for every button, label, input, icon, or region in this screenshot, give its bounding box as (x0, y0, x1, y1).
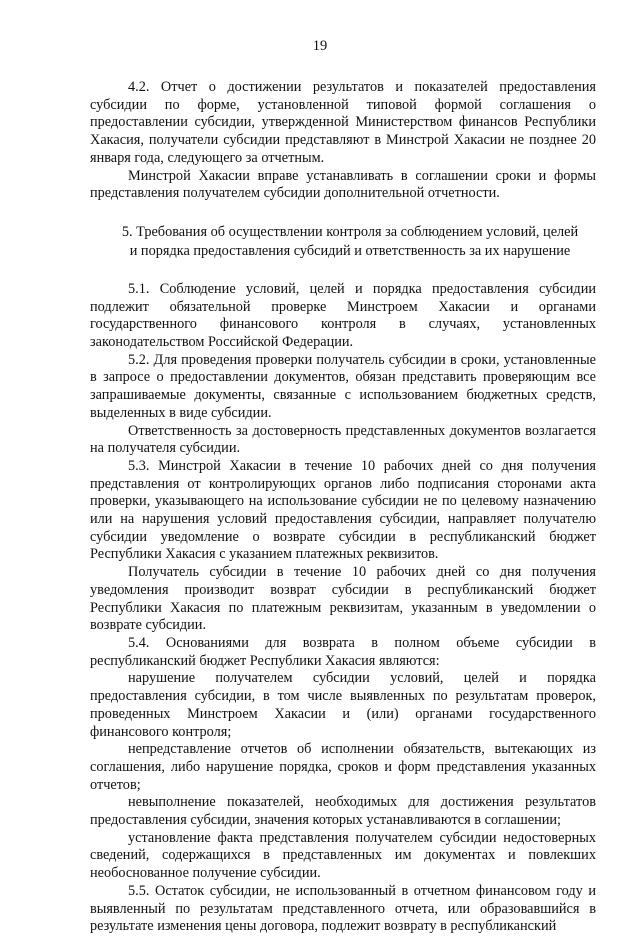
list-item-indicators-not-met: невыполнение показателей, необходимых для достижения результатов предоставления субсидии, значения которых устанавливаются в соглашении; (90, 794, 596, 829)
list-item-no-reports: непредставление отчетов об исполнении обязательств, вытекающих из соглашения, либо нарушение порядка, сроков и форм представления указанных отчетов; (90, 741, 596, 793)
paragraph-5-2: 5.2. Для проведения проверки получатель субсидии в сроки, установленные в запросе о предоставлении документов, обязан представить проверяющим все запрашиваемые документы, связанные с использованием бюджетных средств, выделенных в виде субсидии. (90, 351, 596, 421)
list-item-violation: нарушение получателем субсидии условий, целей и порядка предоставления субсидии, в том числе выявленных по результатам проверок, проведенных Минстроем Хакасии и (или) органами государственного финансового контроля; (90, 670, 596, 740)
paragraph-5-1: 5.1. Соблюдение условий, целей и порядка предоставления субсидии подлежит обязательной проверке Минстроем Хакасии и органами государственного финансового контроля в случаях, установленных законодательством Российской Федерации. (90, 280, 596, 351)
section-5-title (90, 223, 596, 261)
paragraph-5-5: 5.5. Остаток субсидии, не использованный в отчетном финансовом году и выявленный по результатам представленного отчета, или образовавшийся в результате изменения цены договора, подлежит возврату в республиканский (90, 882, 596, 935)
list-item-false-information: установление факта представления получателем субсидии недостоверных сведений, содержащихся в представленных им документах и повлекших необоснованное получение субсидии. (90, 829, 596, 882)
section-5-title-line-1: 5. Требования об осуществлении контроля за соблюдением условий, целей (121, 223, 579, 240)
page-number: 19 (312, 38, 328, 54)
document-body (90, 79, 596, 936)
paragraph-responsibility: Ответственность за достоверность представленных документов возлагается на получателя субсидии. (90, 422, 596, 457)
paragraph-4-2: 4.2. Отчет о достижении результатов и показателей предоставления субсидии по форме, установленной типовой формой соглашения о предоставлении субсидии, утвержденной Министерством финансов Республики Хакасия, получатели субсидии представляют в Минстрой Хакасии не позднее 20 января года, следующего за отчетным. (90, 79, 596, 166)
paragraph-additional-reporting: Минстрой Хакасии вправе устанавливать в соглашении сроки и формы представления получателем субсидии дополнительной отчетности. (90, 167, 596, 202)
paragraph-5-3: 5.3. Минстрой Хакасии в течение 10 рабочих дней со дня получения представления от контролирующих органов либо подписания сторонами акта проверки, указывающего на использование субсидии не по целевому назначению или на нарушения условий предоставления субсидии, направляет получателю субсидии уведомление о возврате субсидии в республиканский бюджет Республики Хакасия с указанием платежных реквизитов. (90, 457, 596, 563)
paragraph-5-4: 5.4. Основаниями для возврата в полном объеме субсидии в республиканский бюджет Республики Хакасия являются: (90, 634, 596, 669)
paragraph-refund-procedure: Получатель субсидии в течение 10 рабочих дней со дня получения уведомления производит возврат субсидии в республиканский бюджет Республики Хакасия по платежным реквизитам, указанным в уведомлении о возврате субсидии. (90, 564, 596, 634)
section-5-title-line-2: и порядка предоставления субсидий и ответственность за их нарушение (129, 242, 571, 259)
